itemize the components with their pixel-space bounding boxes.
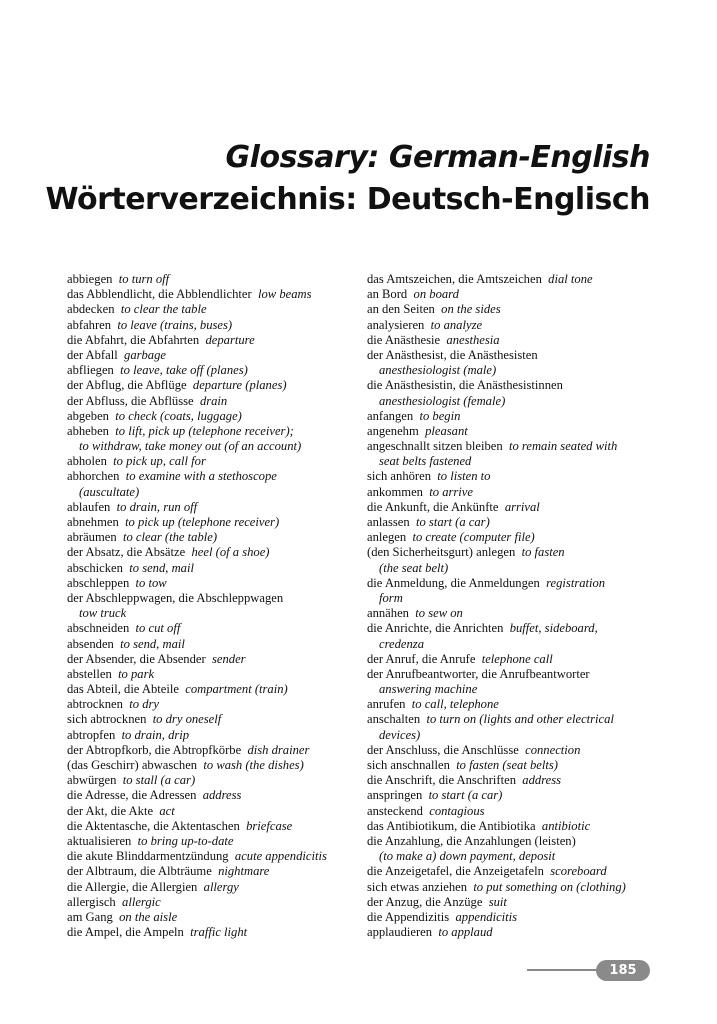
glossary-entry (367, 621, 657, 636)
english-translation: seat belts fastened (379, 454, 472, 469)
german-term: die Anmeldung, die Anmeldungen (367, 575, 540, 590)
english-translation: to sew on (415, 606, 463, 621)
german-term: aktualisieren (67, 833, 132, 848)
german-term: die Aktentasche, die Aktentaschen (67, 818, 240, 833)
english-translation: devices) (379, 727, 421, 742)
glossary-entry (67, 910, 357, 925)
glossary-entry (367, 530, 657, 545)
glossary-entry (67, 743, 357, 758)
glossary-entry (67, 333, 357, 348)
german-term: die Anschrift, die Anschriften (367, 773, 516, 788)
german-term: der Abschleppwagen, die Abschleppwagen (67, 590, 284, 605)
glossary-entry (67, 469, 357, 484)
german-term: allergisch (67, 894, 116, 909)
glossary-entry (367, 864, 657, 879)
english-translation: to leave (trains, buses) (117, 317, 233, 332)
german-term: der Abflug, die Abflüge (67, 378, 187, 393)
english-translation: to clear (the table) (122, 530, 218, 545)
english-translation: to send, mail (120, 636, 185, 651)
glossary-entry (67, 287, 357, 302)
german-term: abfliegen (67, 363, 114, 378)
german-term: angeschnallt sitzen bleiben (367, 439, 503, 454)
glossary-entry-continuation (367, 682, 657, 697)
glossary-entry (367, 469, 657, 484)
english-translation: to tow (135, 575, 167, 590)
german-term: sich etwas anziehen (367, 879, 468, 894)
glossary-entry (67, 895, 357, 910)
german-term: abschneiden (67, 621, 130, 636)
german-term: die Ankunft, die Ankünfte (367, 499, 499, 514)
german-term: abwürgen (67, 773, 117, 788)
glossary-entry (367, 409, 657, 424)
english-translation: act (159, 803, 175, 818)
glossary-entry (67, 394, 357, 409)
english-translation: to dry oneself (152, 712, 222, 727)
glossary-entry (67, 849, 357, 864)
glossary-entry (67, 530, 357, 545)
english-translation: to send, mail (129, 560, 194, 575)
glossary-entry (367, 378, 657, 393)
english-translation: dish drainer (247, 742, 310, 757)
english-translation: sender (211, 651, 246, 666)
glossary-entry (67, 834, 357, 849)
german-term: an Bord (367, 287, 408, 302)
english-translation: to call, telephone (411, 697, 499, 712)
glossary-entry (367, 819, 657, 834)
english-translation: anesthesiologist (male) (379, 363, 497, 378)
glossary-entry (67, 454, 357, 469)
english-translation: to listen to (437, 469, 491, 484)
german-term: abräumen (67, 530, 117, 545)
english-translation: registration (546, 575, 606, 590)
german-term: das Antibiotikum, die Antibiotika (367, 818, 536, 833)
german-term: der Anschluss, die Anschlüsse (367, 742, 519, 757)
german-term: absenden (67, 636, 114, 651)
english-translation: (the seat belt) (379, 560, 449, 575)
english-translation: telephone call (481, 651, 553, 666)
german-term: die Allergie, die Allergien (67, 879, 198, 894)
english-translation: briefcase (246, 818, 293, 833)
english-translation: answering machine (379, 682, 478, 697)
glossary-entry (67, 682, 357, 697)
english-translation: connection (525, 742, 581, 757)
german-term: annähen (367, 606, 409, 621)
english-translation: departure (205, 332, 255, 347)
page-title-german: Wörterverzeichnis: Deutsch-Englisch (45, 182, 650, 217)
glossary-entry-continuation (67, 606, 357, 621)
english-translation: antibiotic (541, 818, 591, 833)
german-term: (den Sicherheitsgurt) anlegen (367, 545, 516, 560)
glossary-entry-continuation (367, 363, 657, 378)
glossary-entry (67, 500, 357, 515)
german-term: abstellen (67, 666, 112, 681)
glossary-entry (67, 773, 357, 788)
german-term: die Abfahrt, die Abfahrten (67, 332, 200, 347)
glossary-entry (67, 652, 357, 667)
english-translation: to drain, drip (121, 727, 190, 742)
english-translation: to create (computer file) (412, 530, 535, 545)
glossary-entry (367, 652, 657, 667)
english-translation: (auscultate) (79, 484, 140, 499)
glossary-entry-continuation (367, 561, 657, 576)
english-translation: form (379, 590, 403, 605)
german-term: abschicken (67, 560, 123, 575)
german-term: der Abfall (67, 347, 118, 362)
german-term: abtropfen (67, 727, 116, 742)
german-term: die Anästhesie (367, 332, 441, 347)
glossary-entry-continuation (367, 849, 657, 864)
german-term: das Abblendlicht, die Abblendlichter (67, 287, 252, 302)
german-term: abhorchen (67, 469, 120, 484)
glossary-entry (367, 348, 657, 363)
glossary-entry (67, 728, 357, 743)
glossary-entry (67, 712, 357, 727)
glossary-entry (67, 621, 357, 636)
german-term: ankommen (367, 484, 423, 499)
glossary-column-right (367, 272, 657, 940)
german-term: der Anruf, die Anrufe (367, 651, 476, 666)
glossary-entry (367, 272, 657, 287)
german-term: sich anschnallen (367, 758, 450, 772)
glossary-entry (367, 545, 657, 560)
english-translation: on board (413, 287, 459, 302)
glossary-entry (367, 439, 657, 454)
english-translation: to stall (a car) (122, 773, 196, 788)
glossary-entry (367, 333, 657, 348)
german-term: (das Geschirr) abwaschen (67, 758, 198, 772)
german-term: der Anzug, die Anzüge (367, 894, 483, 909)
english-translation: compartment (train) (185, 682, 288, 697)
english-translation: on the aisle (119, 909, 178, 924)
german-term: abnehmen (67, 515, 119, 529)
english-translation: to remain seated with (508, 439, 618, 454)
glossary-entry (367, 910, 657, 925)
german-term: abfahren (67, 317, 112, 332)
german-term: der Abtropfkorb, die Abtropfkörbe (67, 742, 242, 757)
german-term: der Absender, die Absender (67, 651, 206, 666)
english-translation: to turn off (118, 272, 170, 286)
english-translation: to wash (the dishes) (203, 758, 304, 772)
english-translation: scoreboard (550, 864, 607, 879)
german-term: die Anzeigetafel, die Anzeigetafeln (367, 864, 544, 879)
glossary-entry (367, 318, 657, 333)
english-translation: to applaud (438, 925, 493, 940)
page-number-badge: 185 (596, 960, 650, 981)
english-translation: dial tone (548, 272, 593, 286)
english-translation: acute appendicitis (234, 849, 327, 864)
glossary-entry (67, 424, 357, 439)
german-term: abbiegen (67, 272, 113, 286)
english-translation: to dry (129, 697, 159, 712)
glossary-entry (367, 895, 657, 910)
german-term: abtrocknen (67, 697, 123, 712)
glossary-entry (67, 545, 357, 560)
german-term: der Anrufbeantworter, die Anrufbeantworter (367, 666, 590, 681)
english-translation: to start (a car) (415, 515, 490, 529)
english-translation: to cut off (135, 621, 181, 636)
glossary-entry (67, 667, 357, 682)
glossary-column-left (67, 272, 357, 940)
glossary-entry (367, 804, 657, 819)
english-translation: to drain, run off (116, 499, 198, 514)
glossary-entry (67, 758, 357, 773)
glossary-entry (67, 819, 357, 834)
german-term: die akute Blinddarmentzündung (67, 849, 229, 864)
glossary-entry (367, 515, 657, 530)
german-term: ablaufen (67, 499, 111, 514)
english-translation: drain (199, 393, 228, 408)
english-translation: to check (coats, luggage) (115, 408, 242, 423)
english-translation: credenza (379, 636, 424, 651)
german-term: abgeben (67, 408, 109, 423)
english-translation: pleasant (425, 423, 468, 438)
german-term: die Anästhesistin, die Anästhesistinnen (367, 378, 563, 393)
glossary-entry (67, 925, 357, 940)
german-term: angenehm (367, 423, 419, 438)
english-translation: to arrive (429, 484, 473, 499)
glossary-entry-continuation (367, 591, 657, 606)
german-term: abheben (67, 423, 109, 438)
english-translation: heel (of a shoe) (191, 545, 270, 560)
glossary-entry (67, 272, 357, 287)
german-term: das Amtszeichen, die Amtszeichen (367, 272, 542, 286)
page-title-english: Glossary: German-English (225, 140, 650, 175)
german-term: applaudieren (367, 925, 433, 940)
english-translation: to pick up, call for (113, 454, 206, 469)
german-term: ansteckend (367, 803, 423, 818)
glossary-entry (367, 697, 657, 712)
glossary-entry (367, 880, 657, 895)
english-translation: allergy (203, 879, 239, 894)
glossary-entry (67, 804, 357, 819)
footer-rule (527, 969, 607, 971)
german-term: am Gang (67, 909, 113, 924)
english-translation: to begin (419, 408, 461, 423)
glossary-entry (67, 318, 357, 333)
english-translation: to analyze (430, 317, 483, 332)
english-translation: allergic (122, 894, 161, 909)
glossary-entry-continuation (67, 439, 357, 454)
german-term: die Anzahlung, die Anzahlungen (leisten) (367, 833, 576, 848)
german-term: abholen (67, 454, 107, 469)
german-term: anfangen (367, 408, 414, 423)
english-translation: tow truck (79, 606, 127, 621)
glossary-entry (367, 485, 657, 500)
glossary-entry (367, 576, 657, 591)
german-term: sich anhören (367, 469, 431, 484)
english-translation: on the sides (441, 302, 501, 317)
glossary-entry (67, 515, 357, 530)
glossary-entry-continuation (367, 394, 657, 409)
english-translation: contagious (429, 803, 485, 818)
english-translation: traffic light (190, 925, 248, 940)
english-translation: to put something on (clothing) (473, 879, 626, 894)
english-translation: to clear the table (120, 302, 207, 317)
english-translation: anesthesiologist (female) (379, 393, 506, 408)
english-translation: to start (a car) (428, 788, 503, 803)
german-term: sich abtrocknen (67, 712, 147, 727)
german-term: die Ampel, die Ampeln (67, 925, 184, 940)
english-translation: to examine with a stethoscope (125, 469, 277, 484)
glossary-entry (67, 348, 357, 363)
glossary-entry (67, 864, 357, 879)
german-term: anspringen (367, 788, 423, 803)
glossary-entry (367, 834, 657, 849)
english-translation: to fasten (seat belts) (456, 758, 558, 772)
english-translation: anesthesia (446, 332, 500, 347)
german-term: der Abfluss, die Abflüsse (67, 393, 194, 408)
glossary-entry (67, 697, 357, 712)
glossary-entry (67, 788, 357, 803)
glossary-entry (367, 758, 657, 773)
glossary-entry (367, 667, 657, 682)
english-translation: to pick up (telephone receiver) (125, 515, 280, 529)
glossary-entry (367, 500, 657, 515)
glossary-entry (67, 880, 357, 895)
glossary-entry-continuation (367, 728, 657, 743)
german-term: analysieren (367, 317, 425, 332)
german-term: der Akt, die Akte (67, 803, 154, 818)
glossary-entry (67, 561, 357, 576)
glossary-entry (67, 409, 357, 424)
glossary-entry (67, 591, 357, 606)
glossary-entry (367, 712, 657, 727)
glossary-entry (67, 576, 357, 591)
german-term: der Albtraum, die Albträume (67, 864, 212, 879)
english-translation: buffet, sideboard, (509, 621, 598, 636)
english-translation: appendicitis (455, 909, 518, 924)
english-translation: to park (118, 666, 155, 681)
english-translation: suit (488, 894, 507, 909)
english-translation: to leave, take off (planes) (120, 363, 248, 378)
english-translation: nightmare (218, 864, 270, 879)
glossary-entry (67, 363, 357, 378)
english-translation: departure (planes) (192, 378, 287, 393)
glossary-entry (367, 302, 657, 317)
glossary-entry (367, 743, 657, 758)
english-translation: to fasten (521, 545, 565, 560)
german-term: die Appendizitis (367, 909, 450, 924)
german-term: anlassen (367, 515, 410, 529)
glossary-entry (67, 302, 357, 317)
glossary-entry-continuation (67, 485, 357, 500)
english-translation: low beams (257, 287, 312, 302)
glossary-entry (67, 637, 357, 652)
glossary-entry (367, 925, 657, 940)
glossary-entry (367, 287, 657, 302)
english-translation: to withdraw, take money out (of an account) (79, 439, 302, 454)
german-term: anrufen (367, 697, 406, 712)
german-term: die Adresse, die Adressen (67, 788, 197, 803)
english-translation: (to make a) down payment, deposit (379, 849, 556, 864)
german-term: der Anästhesist, die Anästhesisten (367, 347, 538, 362)
german-term: abdecken (67, 302, 115, 317)
english-translation: garbage (124, 347, 166, 362)
german-term: anschalten (367, 712, 421, 727)
english-translation: to lift, pick up (telephone receiver); (115, 423, 294, 438)
glossary-entry (367, 773, 657, 788)
german-term: abschleppen (67, 575, 130, 590)
glossary-entry (367, 788, 657, 803)
german-term: der Absatz, die Absätze (67, 545, 186, 560)
english-translation: to bring up-to-date (137, 833, 234, 848)
glossary-entry (367, 424, 657, 439)
glossary-entry-continuation (367, 637, 657, 652)
german-term: die Anrichte, die Anrichten (367, 621, 504, 636)
english-translation: address (202, 788, 242, 803)
english-translation: to turn on (lights and other electrical (426, 712, 614, 727)
german-term: das Abteil, die Abteile (67, 682, 179, 697)
german-term: an den Seiten (367, 302, 435, 317)
glossary-entry (367, 606, 657, 621)
glossary-entry-continuation (367, 454, 657, 469)
german-term: anlegen (367, 530, 407, 545)
glossary-entry (67, 378, 357, 393)
english-translation: arrival (504, 499, 540, 514)
english-translation: address (522, 773, 562, 788)
